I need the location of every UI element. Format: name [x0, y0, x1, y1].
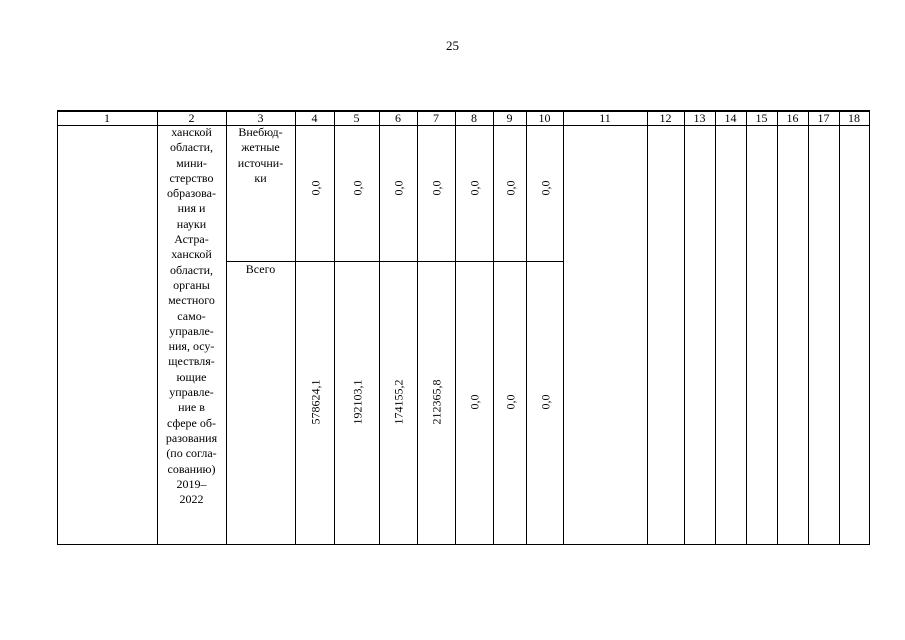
- column-border: [715, 110, 716, 545]
- column-header: 14: [724, 111, 737, 125]
- executor-line: области,: [169, 262, 214, 277]
- funding-source-cell: [226, 262, 295, 277]
- executor-line: разования: [165, 430, 218, 445]
- amount-value: 578624,1: [308, 379, 322, 425]
- executor-line: ющие: [176, 369, 207, 384]
- column-border: [417, 110, 418, 545]
- column-header: 13: [693, 111, 706, 125]
- column-border: [777, 110, 778, 545]
- executor-line: области,: [169, 140, 214, 155]
- executor-line: сованию): [167, 461, 216, 476]
- executor-line: управле-: [169, 323, 214, 338]
- executor-line: 2022: [179, 492, 204, 507]
- column-border: [493, 110, 494, 545]
- executor-line: органы: [173, 277, 210, 292]
- column-border: [57, 110, 58, 545]
- amount-value: 192103,1: [350, 379, 364, 425]
- executor-line: ханской: [171, 125, 212, 139]
- column-border: [563, 110, 564, 545]
- executor-line: управле-: [169, 385, 214, 400]
- amount-value: 0,0: [429, 180, 444, 196]
- column-header: 4: [311, 111, 318, 125]
- funding-source-cell: [226, 125, 295, 186]
- column-border: [334, 110, 335, 545]
- column-border: [746, 110, 747, 545]
- column-header: 18: [848, 111, 860, 125]
- amount-value: 0,0: [467, 180, 482, 196]
- executor-line: ния, осу-: [168, 339, 215, 354]
- column-border: [455, 110, 456, 545]
- executor-line: мини-: [176, 155, 207, 170]
- funding-source-line: Внебюд-: [238, 125, 283, 139]
- executor-line: науки: [176, 216, 207, 231]
- column-header: 6: [395, 111, 401, 125]
- page-number: 25: [446, 38, 459, 53]
- amount-value: 212365,8: [429, 379, 444, 425]
- amount-value: 0,0: [538, 180, 552, 196]
- column-header: 9: [506, 111, 513, 125]
- executor-line: ханской: [171, 247, 212, 262]
- executor-line: сфере об-: [166, 415, 216, 430]
- column-header: 16: [786, 111, 799, 125]
- amount-value: 0,0: [503, 394, 517, 410]
- amount-value: 0,0: [308, 180, 322, 196]
- funding-source-line: жетные: [241, 140, 280, 155]
- column-header: 17: [817, 111, 830, 125]
- funding-source-line: источни-: [237, 155, 284, 170]
- amount-value: 0,0: [503, 180, 517, 196]
- executor-line: само-: [177, 308, 206, 323]
- executor-line: Астра-: [174, 232, 209, 247]
- column-header: 15: [755, 111, 768, 125]
- column-border: [295, 110, 296, 545]
- executor-line: 2019–: [176, 476, 207, 491]
- executor-line: ния и: [177, 201, 206, 216]
- executor-line: ществля-: [168, 354, 215, 369]
- column-header: 7: [433, 111, 439, 125]
- executor-line: местного: [168, 293, 215, 308]
- column-border: [808, 110, 809, 545]
- column-border: [839, 110, 840, 545]
- executor-line: образова-: [167, 186, 216, 201]
- column-border: [526, 110, 527, 545]
- column-header: 8: [471, 111, 477, 125]
- column-header: 2: [188, 111, 195, 125]
- amount-value: 0,0: [467, 394, 482, 410]
- amount-value: 0,0: [538, 394, 552, 410]
- executor-line: (по согла-: [166, 446, 217, 461]
- executor-line: ние в: [178, 400, 205, 415]
- column-header: 3: [257, 111, 264, 125]
- executor-cell: [157, 125, 226, 507]
- column-border: [684, 110, 685, 545]
- column-header: 11: [599, 111, 611, 125]
- column-header: 10: [538, 111, 551, 125]
- column-header: 1: [104, 111, 110, 125]
- funding-source-line: Всего: [245, 262, 276, 276]
- column-border: [869, 110, 870, 545]
- column-header: 12: [659, 111, 672, 125]
- table-bottom-border: [57, 544, 870, 545]
- executor-line: стерство: [169, 170, 214, 185]
- amount-value: 174155,2: [391, 379, 406, 425]
- amount-value: 0,0: [350, 180, 364, 196]
- funding-source-line: ки: [254, 170, 267, 185]
- column-border: [379, 110, 380, 545]
- amount-value: 0,0: [391, 180, 406, 196]
- column-header: 5: [353, 111, 360, 125]
- column-border: [647, 110, 648, 545]
